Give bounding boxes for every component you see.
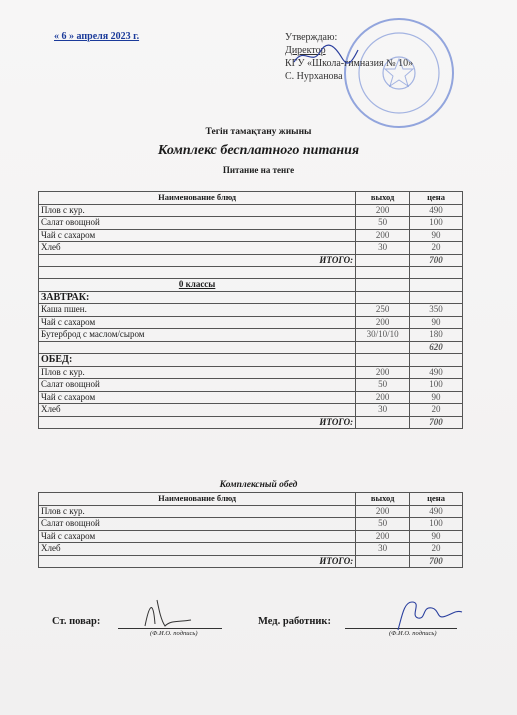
dish-name: Хлеб [39, 404, 356, 417]
dish-output: 250 [356, 304, 410, 317]
dish-output: 200 [356, 366, 410, 379]
empty-cell [356, 416, 410, 429]
table-header-row [39, 192, 463, 205]
dish-name: Плов с кур. [39, 204, 356, 217]
table-row [39, 304, 463, 317]
dish-name: Салат овощной [39, 217, 356, 230]
dish-name: Чай с сахаром [39, 530, 356, 543]
header-dish: Наименование блюд [39, 493, 356, 506]
cook-signature-label: Ст. повар: [52, 616, 101, 627]
table-row [39, 505, 463, 518]
dish-price: 490 [410, 366, 463, 379]
dish-name: Хлеб [39, 242, 356, 255]
approval-line-3: КГУ «Школа-гимназия № 10» [285, 58, 414, 69]
header-output: выход [356, 192, 410, 205]
breakfast-label: ЗАВТРАК: [39, 291, 356, 304]
empty-cell [356, 279, 410, 292]
table-row [39, 329, 463, 342]
approval-line-2: Директор [285, 45, 326, 56]
dish-output: 200 [356, 204, 410, 217]
menu-table-main [38, 191, 463, 429]
page-title: Комплекс бесплатного питания [157, 143, 360, 158]
total-label: ИТОГО: [39, 555, 356, 568]
total-value: 700 [410, 416, 463, 429]
title-kazakh: Тегін тамақтану жиыны [205, 127, 312, 137]
menu-table-complex [38, 492, 463, 568]
dish-price: 350 [410, 304, 463, 317]
med-signature [392, 596, 464, 632]
dish-price: 20 [410, 242, 463, 255]
empty-cell [39, 267, 356, 279]
med-signature-hint: (Ф.И.О. подпись) [389, 630, 437, 637]
empty-cell [356, 341, 410, 354]
empty-cell [356, 555, 410, 568]
breakfast-total-row [39, 341, 463, 354]
total-row [39, 555, 463, 568]
table-header-row [39, 493, 463, 506]
empty-cell [39, 341, 356, 354]
dish-name: Чай с сахаром [39, 316, 356, 329]
lunch-label: ОБЕД: [39, 354, 356, 367]
empty-cell [356, 254, 410, 267]
class-row [39, 279, 463, 292]
table-row [39, 543, 463, 556]
empty-cell [410, 291, 463, 304]
table-row [39, 229, 463, 242]
dish-output: 30 [356, 242, 410, 255]
document-date: « 6 » апреля 2023 г. [54, 31, 140, 42]
dish-output: 30 [356, 404, 410, 417]
med-signature-label: Мед. работник: [258, 616, 331, 627]
dish-price: 100 [410, 518, 463, 531]
complex-lunch-title: Комплексный обед [219, 480, 298, 490]
total-row [39, 416, 463, 429]
dish-output: 200 [356, 505, 410, 518]
dish-price: 20 [410, 404, 463, 417]
dish-name: Плов с кур. [39, 366, 356, 379]
empty-cell [356, 267, 410, 279]
dish-price: 100 [410, 217, 463, 230]
table-row [39, 204, 463, 217]
dish-output: 50 [356, 518, 410, 531]
dish-output: 200 [356, 391, 410, 404]
table-row [39, 518, 463, 531]
total-value: 700 [410, 555, 463, 568]
table-row [39, 379, 463, 392]
dish-price: 180 [410, 329, 463, 342]
header-dish: Наименование блюд [39, 192, 356, 205]
approval-line-1: Утверждаю: [285, 32, 338, 43]
dish-price: 100 [410, 379, 463, 392]
blank-row [39, 267, 463, 279]
dish-price: 90 [410, 316, 463, 329]
table-row [39, 366, 463, 379]
dish-price: 90 [410, 391, 463, 404]
dish-name: Хлеб [39, 543, 356, 556]
approval-line-4: С. Нурханова [285, 71, 343, 82]
dish-output: 200 [356, 530, 410, 543]
table-row [39, 316, 463, 329]
section-row [39, 291, 463, 304]
dish-output: 30 [356, 543, 410, 556]
cook-signature [135, 596, 195, 630]
table-row [39, 530, 463, 543]
empty-cell [410, 354, 463, 367]
table-row [39, 391, 463, 404]
table-row [39, 404, 463, 417]
total-value: 700 [410, 254, 463, 267]
dish-price: 90 [410, 229, 463, 242]
empty-cell [410, 267, 463, 279]
empty-cell [356, 291, 410, 304]
section-row [39, 354, 463, 367]
cook-signature-hint: (Ф.И.О. подпись) [150, 630, 198, 637]
header-price: цена [410, 493, 463, 506]
dish-price: 20 [410, 543, 463, 556]
page-subtitle: Питание на тенге [222, 165, 295, 175]
table-row [39, 217, 463, 230]
dish-output: 200 [356, 316, 410, 329]
dish-name: Плов с кур. [39, 505, 356, 518]
class-label: 0 классы [178, 279, 216, 290]
dish-output: 30/10/10 [356, 329, 410, 342]
dish-name: Бутерброд с маслом/сыром [39, 329, 356, 342]
total-label: ИТОГО: [39, 416, 356, 429]
empty-cell [410, 279, 463, 292]
dish-name: Салат овощной [39, 518, 356, 531]
total-label: ИТОГО: [39, 254, 356, 267]
dish-output: 50 [356, 379, 410, 392]
empty-cell [356, 354, 410, 367]
breakfast-total-value: 620 [410, 341, 463, 354]
dish-name: Салат овощной [39, 379, 356, 392]
header-price: цена [410, 192, 463, 205]
dish-name: Чай с сахаром [39, 391, 356, 404]
dish-price: 490 [410, 505, 463, 518]
dish-name: Каша пшен. [39, 304, 356, 317]
dish-price: 90 [410, 530, 463, 543]
dish-output: 200 [356, 229, 410, 242]
total-row [39, 254, 463, 267]
header-output: выход [356, 493, 410, 506]
dish-output: 50 [356, 217, 410, 230]
table-row [39, 242, 463, 255]
director-signature [290, 42, 360, 68]
dish-name: Чай с сахаром [39, 229, 356, 242]
dish-price: 490 [410, 204, 463, 217]
